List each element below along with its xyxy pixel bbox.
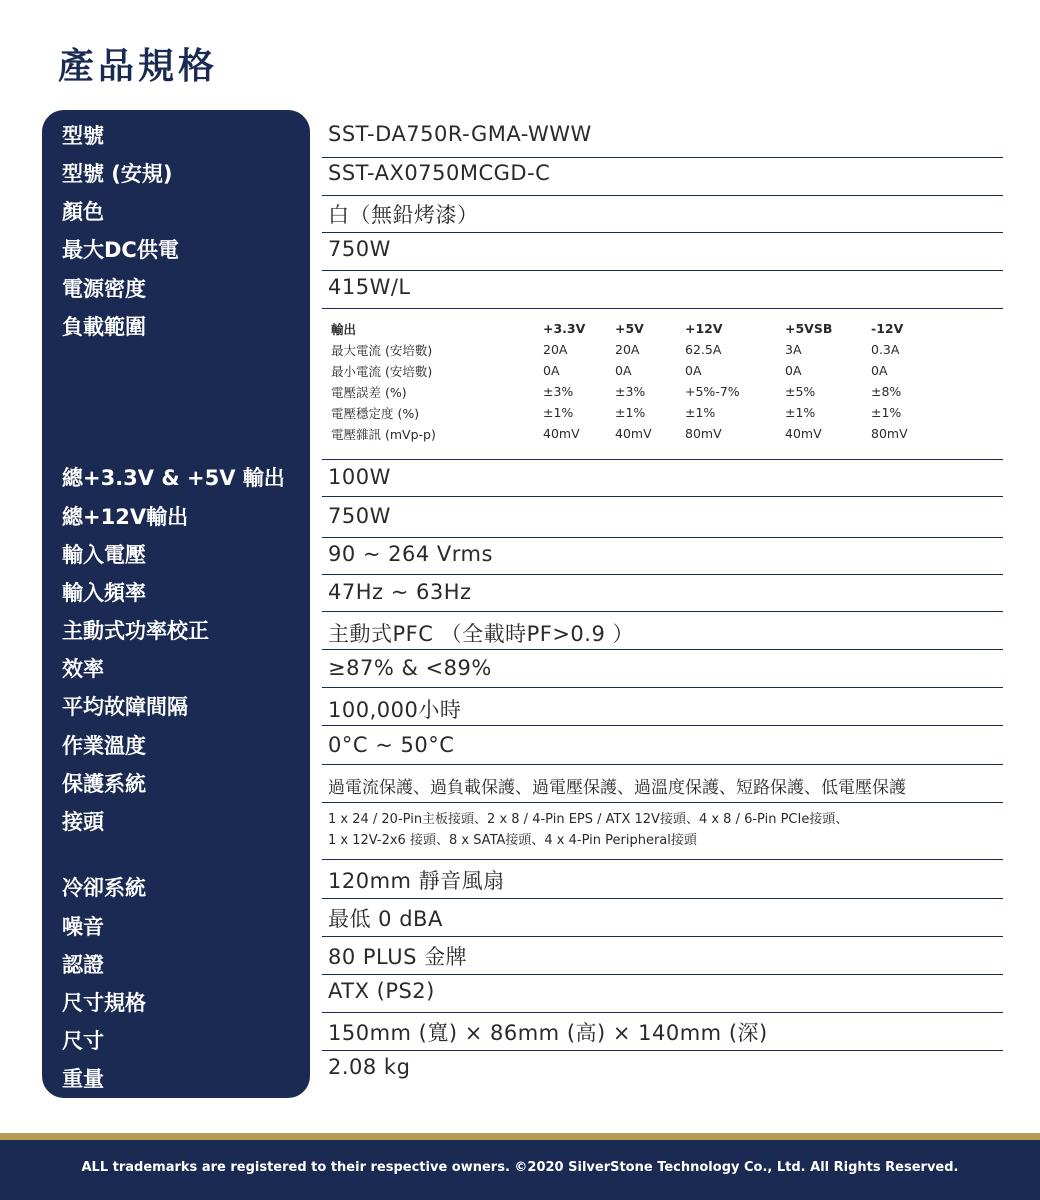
row-divider bbox=[322, 496, 1003, 497]
spec-value-noise: 最低 0 dBA bbox=[328, 907, 443, 931]
spec-value-weight: 2.08 kg bbox=[328, 1055, 411, 1079]
spec-label-power-density: 電源密度 bbox=[62, 277, 146, 301]
spec-value-max-dc: 750W bbox=[328, 237, 391, 261]
page-title: 產品規格 bbox=[58, 46, 219, 87]
load-table-cell: 80mV bbox=[685, 426, 722, 441]
spec-value-operating-temp: 0°C ~ 50°C bbox=[328, 733, 455, 757]
load-table-header-cell: 輸出 bbox=[331, 321, 357, 337]
load-table-header-cell: -12V bbox=[871, 321, 904, 336]
spec-value-certification: 80 PLUS 金牌 bbox=[328, 945, 468, 969]
load-table-cell: 40mV bbox=[615, 426, 652, 441]
load-table-row bbox=[331, 381, 931, 402]
spec-label-input-frequency: 輸入頻率 bbox=[62, 581, 146, 605]
row-divider bbox=[322, 974, 1003, 975]
load-table-cell: 0A bbox=[615, 363, 632, 378]
spec-label-load-range: 負載範圍 bbox=[62, 315, 146, 339]
row-divider bbox=[322, 308, 1003, 309]
spec-value-form-factor: ATX (PS2) bbox=[328, 979, 435, 1003]
row-divider bbox=[322, 574, 1003, 575]
spec-label-mtbf: 平均故障間隔 bbox=[62, 695, 188, 719]
spec-value-pfc: 主動式PFC （全載時PF>0.9 ） bbox=[328, 622, 634, 646]
spec-label-form-factor: 尺寸規格 bbox=[62, 991, 146, 1015]
load-table-cell: 20A bbox=[543, 342, 568, 357]
spec-label-operating-temp: 作業溫度 bbox=[62, 734, 146, 758]
spec-label-color: 顏色 bbox=[62, 200, 104, 224]
footer-accent-bar bbox=[0, 1133, 1040, 1140]
load-table-header-cell: +5VSB bbox=[785, 321, 833, 336]
spec-label-model: 型號 bbox=[62, 124, 104, 148]
row-divider bbox=[322, 687, 1003, 688]
spec-value-input-frequency: 47Hz ~ 63Hz bbox=[328, 580, 472, 604]
load-table-cell: ±1% bbox=[871, 405, 902, 420]
row-divider bbox=[322, 157, 1003, 158]
row-divider bbox=[322, 459, 1003, 460]
load-table-cell: 62.5A bbox=[685, 342, 722, 357]
load-table-cell: ±1% bbox=[615, 405, 646, 420]
row-divider bbox=[322, 898, 1003, 899]
load-table-cell: ±3% bbox=[543, 384, 574, 399]
footer-copyright: ALL trademarks are registered to their respective owners. ©2020 SilverStone Technology Co., Ltd. All Rights Reserved. bbox=[81, 1160, 959, 1175]
row-divider bbox=[322, 1012, 1003, 1013]
row-divider bbox=[322, 764, 1003, 765]
row-divider bbox=[322, 649, 1003, 650]
load-table-header-cell: +12V bbox=[685, 321, 723, 336]
load-table-cell: +5%-7% bbox=[685, 384, 740, 399]
spec-label-weight: 重量 bbox=[62, 1067, 104, 1091]
spec-label-input-voltage: 輸入電壓 bbox=[62, 543, 146, 567]
spec-value-connectors-line1: 1 x 24 / 20-Pin主板接頭、2 x 8 / 4-Pin EPS / ATX 12V接頭、4 x 8 / 6-Pin PCIe接頭、 bbox=[328, 812, 849, 827]
load-table-cell: 0A bbox=[543, 363, 560, 378]
spec-label-12v-output: 總+12V輸出 bbox=[62, 505, 189, 529]
spec-value-12v-output: 750W bbox=[328, 504, 391, 528]
spec-label-efficiency: 效率 bbox=[62, 657, 104, 681]
spec-value-power-density: 415W/L bbox=[328, 275, 411, 299]
spec-label-certification: 認證 bbox=[62, 953, 104, 977]
spec-value-input-voltage: 90 ~ 264 Vrms bbox=[328, 542, 493, 566]
spec-label-3v3-5v-output: 總+3.3V & +5V 輸出 bbox=[62, 466, 285, 490]
load-table-cell: 0.3A bbox=[871, 342, 900, 357]
load-table-cell: 電壓穩定度 (%) bbox=[331, 405, 420, 421]
load-table-cell: 80mV bbox=[871, 426, 908, 441]
load-table-cell: 20A bbox=[615, 342, 640, 357]
row-divider bbox=[322, 859, 1003, 860]
spec-label-pfc: 主動式功率校正 bbox=[62, 619, 209, 643]
spec-label-dimensions: 尺寸 bbox=[62, 1029, 104, 1053]
load-table-cell: ±1% bbox=[785, 405, 816, 420]
row-divider bbox=[322, 725, 1003, 726]
load-table-row bbox=[331, 423, 931, 444]
spec-value-mtbf: 100,000小時 bbox=[328, 698, 462, 722]
load-table-header-cell: +5V bbox=[615, 321, 644, 336]
load-table-cell: 40mV bbox=[785, 426, 822, 441]
load-table-cell: 最小電流 (安培數) bbox=[331, 363, 433, 379]
spec-value-connectors-line2: 1 x 12V-2x6 接頭、8 x SATA接頭、4 x 4-Pin Peripheral接頭 bbox=[328, 833, 697, 848]
load-table-row bbox=[331, 339, 931, 360]
spec-value-color: 白（無鉛烤漆） bbox=[328, 203, 479, 227]
row-divider bbox=[322, 537, 1003, 538]
load-table-cell: 0A bbox=[871, 363, 888, 378]
load-table-cell: ±1% bbox=[543, 405, 574, 420]
load-table-header-row bbox=[331, 318, 931, 339]
load-table-row bbox=[331, 402, 931, 423]
load-table-cell: ±3% bbox=[615, 384, 646, 399]
spec-label-max-dc: 最大DC供電 bbox=[62, 238, 179, 262]
spec-value-protection: 過電流保護、過負載保護、過電壓保護、過溫度保護、短路保護、低電壓保護 bbox=[328, 778, 906, 798]
load-table-row bbox=[331, 360, 931, 381]
load-range-table bbox=[331, 318, 931, 444]
load-table-cell: 0A bbox=[785, 363, 802, 378]
spec-label-connectors: 接頭 bbox=[62, 810, 104, 834]
load-table-cell: ±8% bbox=[871, 384, 902, 399]
spec-value-cooling: 120mm 靜音風扇 bbox=[328, 869, 505, 893]
spec-value-model-safety: SST-AX0750MCGD-C bbox=[328, 161, 551, 185]
row-divider bbox=[322, 611, 1003, 612]
spec-label-cooling: 冷卻系統 bbox=[62, 876, 146, 900]
load-table-cell: 40mV bbox=[543, 426, 580, 441]
row-divider bbox=[322, 1050, 1003, 1051]
row-divider bbox=[322, 802, 1003, 803]
load-table-cell: 電壓雜訊 (mVp-p) bbox=[331, 426, 436, 442]
load-table-cell: ±1% bbox=[685, 405, 716, 420]
load-table-cell: ±5% bbox=[785, 384, 816, 399]
row-divider bbox=[322, 195, 1003, 196]
load-table-cell: 0A bbox=[685, 363, 702, 378]
row-divider bbox=[322, 270, 1003, 271]
load-table-header-cell: +3.3V bbox=[543, 321, 586, 336]
load-table-cell: 電壓誤差 (%) bbox=[331, 384, 407, 400]
row-divider bbox=[322, 936, 1003, 937]
load-table-cell: 3A bbox=[785, 342, 802, 357]
spec-value-dimensions: 150mm (寬) × 86mm (高) × 140mm (深) bbox=[328, 1021, 768, 1045]
spec-value-3v3-5v-output: 100W bbox=[328, 465, 391, 489]
spec-label-noise: 噪音 bbox=[62, 915, 104, 939]
spec-value-model: SST-DA750R-GMA-WWW bbox=[328, 122, 592, 146]
spec-label-protection: 保護系統 bbox=[62, 772, 146, 796]
row-divider bbox=[322, 232, 1003, 233]
spec-label-model-safety: 型號 (安規) bbox=[62, 162, 173, 186]
load-table-cell: 最大電流 (安培數) bbox=[331, 342, 433, 358]
spec-value-efficiency: ≥87% & <89% bbox=[328, 656, 492, 680]
